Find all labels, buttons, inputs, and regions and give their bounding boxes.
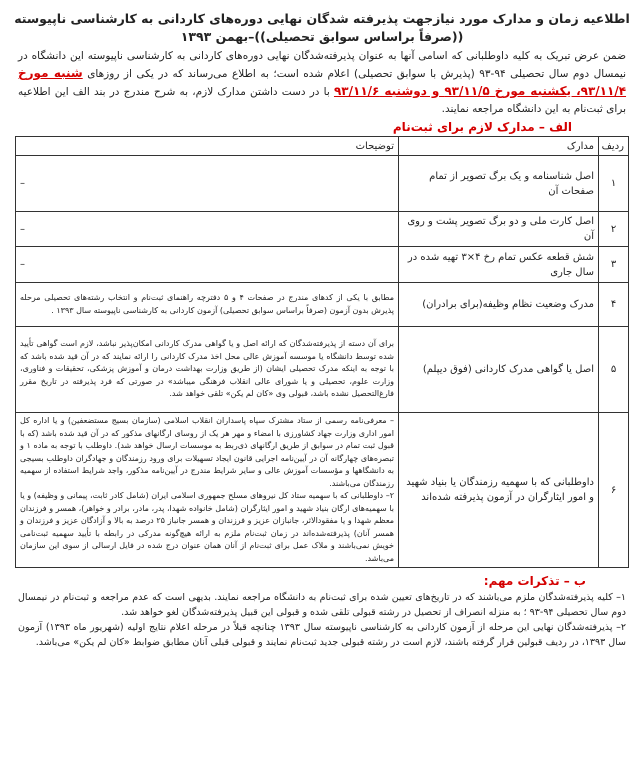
intro-text: ضمن عرض تبریک به کلیه داوطلبانی که اسامی آنها به عنوان پذیرفته‌شدگان نهایی دوره‌های کاردانی به کارشناسی ناپیوسته این دانشگاه در نیمسال دوم سال تحصیلی ۹۴-۹۳ (پذیرش با سوابق تحصیلی) اعلام شده است؛ به اطلاع می‌رساند که در یکی از روزهای bbox=[18, 50, 626, 80]
title-line-2: ((صرفاً براساس سوابق تحصیلی))–بهمن ۱۳۹۳ bbox=[180, 29, 464, 44]
announcement-page bbox=[12, 0, 632, 650]
section-b-heading: ب – تذکرات مهم: bbox=[483, 574, 586, 588]
row-number: ۲ bbox=[599, 212, 629, 247]
documents-table bbox=[15, 136, 629, 568]
section-a-heading: الف – مدارک لازم برای ثبت‌نام bbox=[392, 120, 572, 134]
row-notes: مطابق با یکی از کدهای مندرج در صفحات ۴ و ۵ دفترچه راهنمای ثبت‌نام و انتخاب رشته‌های تحصیلی مرحله پذیرش بدون آزمون (صرفاً براساس سوابق تحصیلی) آزمون کاردانی به کارشناسی ناپیوسته سال ۱۳۹۳ . bbox=[16, 283, 399, 327]
row-document: مدرک وضعیت نظام وظیفه(برای برادران) bbox=[399, 283, 599, 327]
table-row bbox=[16, 247, 629, 283]
table-row bbox=[16, 156, 629, 212]
table-row bbox=[16, 327, 629, 413]
row-number: ۱ bbox=[599, 156, 629, 212]
header-row-number: ردیف bbox=[599, 137, 629, 156]
note-item: ۲– پذیرفته‌شدگان نهایی این مرحله از آزمون کاردانی به کارشناسی ناپیوسته سال ۱۳۹۳ چنانچه قبلاً در مرحله اعلام نتایج اولیه (شهریور ماه ۱۳۹۳) آزمون سال ۱۳۹۳، در ردیف قبولین قرار گرفته باشند، لازم است در رشته قبولی جدید ثبت‌نام نمایند و قبولی قبلی آنان مطابق ضوابط «کان لم یکن» می‌باشد. bbox=[18, 622, 627, 648]
header-documents: مدارک bbox=[399, 137, 599, 156]
row-number: ۵ bbox=[599, 327, 629, 413]
important-notes bbox=[12, 590, 632, 650]
row-document: اصل شناسنامه و یک برگ تصویر از تمام صفحات آن bbox=[399, 156, 599, 212]
row-notes: – bbox=[16, 247, 399, 283]
row-notes: برای آن دسته از پذیرفته‌شدگان که ارائه اصل و یا گواهی مدرک کاردانی امکان‌پذیر نباشد، لازم است گواهی تأیید شده توسط دانشگاه یا موسسه آموزش عالی محل اخذ مدرک کاردانی را ارائه نمایند که در آن قید شده باشد که با توجه به اینکه مدرک تحصیلی ایشان (از طریق وزارت بهداشت درمان و آموزش پزشکی، تحقیقات و فناوری، وزارت علوم، تحصیلی و یا شورای عالی انقلاب فرهنگی میباشد» در صورتی که فرد پذیرفته در تاریخ مقرر فارغ‌التحصیل نشده باشد، قبولی وی «کان لم یکن» تلقی خواهد شد. bbox=[16, 327, 399, 413]
row-document: شش قطعه عکس تمام رخ ۴×۳ تهیه شده در سال جاری bbox=[399, 247, 599, 283]
row-number: ۴ bbox=[599, 283, 629, 327]
row-document: داوطلبانی که با سهمیه رزمندگان یا بنیاد شهید و امور ایثارگران در آزمون پذیرفته شده‌اند bbox=[399, 413, 599, 568]
header-notes: توضیحات bbox=[16, 137, 399, 156]
table-row bbox=[16, 413, 629, 568]
table-header-row bbox=[16, 137, 629, 156]
announcement-title bbox=[12, 10, 632, 46]
row-number: ۶ bbox=[599, 413, 629, 568]
intro-text-after: با در دست داشتن مدارک لازم، به شرح مندرج در بند الف این اطلاعیه برای ثبت‌نام به این دانشگاه مراجعه نمایند. bbox=[18, 86, 626, 115]
row-notes: – معرفی‌نامه رسمی از ستاد مشترک سپاه پاسداران انقلاب اسلامی (سازمان بسیج مستضعفین) و یا اداره کل امور اداری وزارت جهاد کشاورزی با امضاء و مهر هر یک از روسای ارگانهای مذکور که در آن قید شده باشد (که با قبول ثبت تمام در سوابق از طریق ارگانهای ذی‌ربط به موسسات ارسال خواهد شد). داوطلب با توجه به ماده ۱ و تبصره‌های چهارگانه آن در آیین‌نامه اجرایی قانون ایجاد تسهیلات برای ورود رزمندگان و جهادگران داوطلب بسیجی به دانشگاهها و مؤسسات آموزش عالی و سایر شرایط مندرج در آیین‌نامه مذکور، واجد شرایط استفاده از سهمیه رزمندگان می‌باشند. ۲– داوطلبانی که با سهمیه ستاد کل نیروهای مسلح جمهوری اسلامی ایران (شامل کادر ثابت، پیمانی و وظیفه) و یا با سهمیه‌های ارگان بنیاد شهید و امور ایثارگران (شامل خانواده شهدا، پدر، مادر، برادر و خواهر)، همسر و فرزندان معظم شهدا و یا مفقودالاثر، جانبازان عزیز و فرزندان و همسر جانباز ۲۵ درصد به بالا و آزادگان عزیز و فرزندان و همسر آنان) پذیرفته‌شده‌اند در زمان ثبت‌نام ملزم به ارائه هیچ‌گونه مدرکی در رابطه با تأیید سهمیه ثبت‌نامی خویش نمی‌باشند و ملاک عمل برای ثبت‌نام از آنان همان عنوان درج شده در فایل ارسالی از سوی این سازمان می‌باشد. bbox=[16, 413, 399, 568]
row-document: اصل کارت ملی و دو برگ تصویر پشت و روی آن bbox=[399, 212, 599, 247]
registration-dates: شنبه مورخ ۹۳/۱۱/۴، یکشنبه مورخ ۹۳/۱۱/۵ و دوشنبه ۹۳/۱۱/۶ bbox=[18, 66, 627, 98]
intro-paragraph bbox=[12, 48, 632, 118]
row-notes: – bbox=[16, 156, 399, 212]
note-item: ۱– کلیه پذیرفته‌شدگان ملزم می‌باشند که در تاریخ‌های تعیین شده برای ثبت‌نام به دانشگاه مراجعه نمایند. بدیهی است که عدم مراجعه و ثبت‌نام در نیمسال دوم سال تحصیلی ۹۴-۹۳ ؛ به منزله انصراف از تحصیل در رشته قبولی تلقی شده و قبولی این قبیل پذیرفته‌شدگان لغو خواهد شد. bbox=[18, 592, 626, 618]
title-line-1: اطلاعیه زمان و مدارک مورد نیازجهت پذیرفته شدگان نهایی دوره‌های کاردانی به کارشناسی ناپیوسته bbox=[14, 11, 630, 26]
table-row bbox=[16, 283, 629, 327]
table-row bbox=[16, 212, 629, 247]
row-number: ۳ bbox=[599, 247, 629, 283]
row-notes: – bbox=[16, 212, 399, 247]
row-document: اصل یا گواهی مدرک کاردانی (فوق دیپلم) bbox=[399, 327, 599, 413]
